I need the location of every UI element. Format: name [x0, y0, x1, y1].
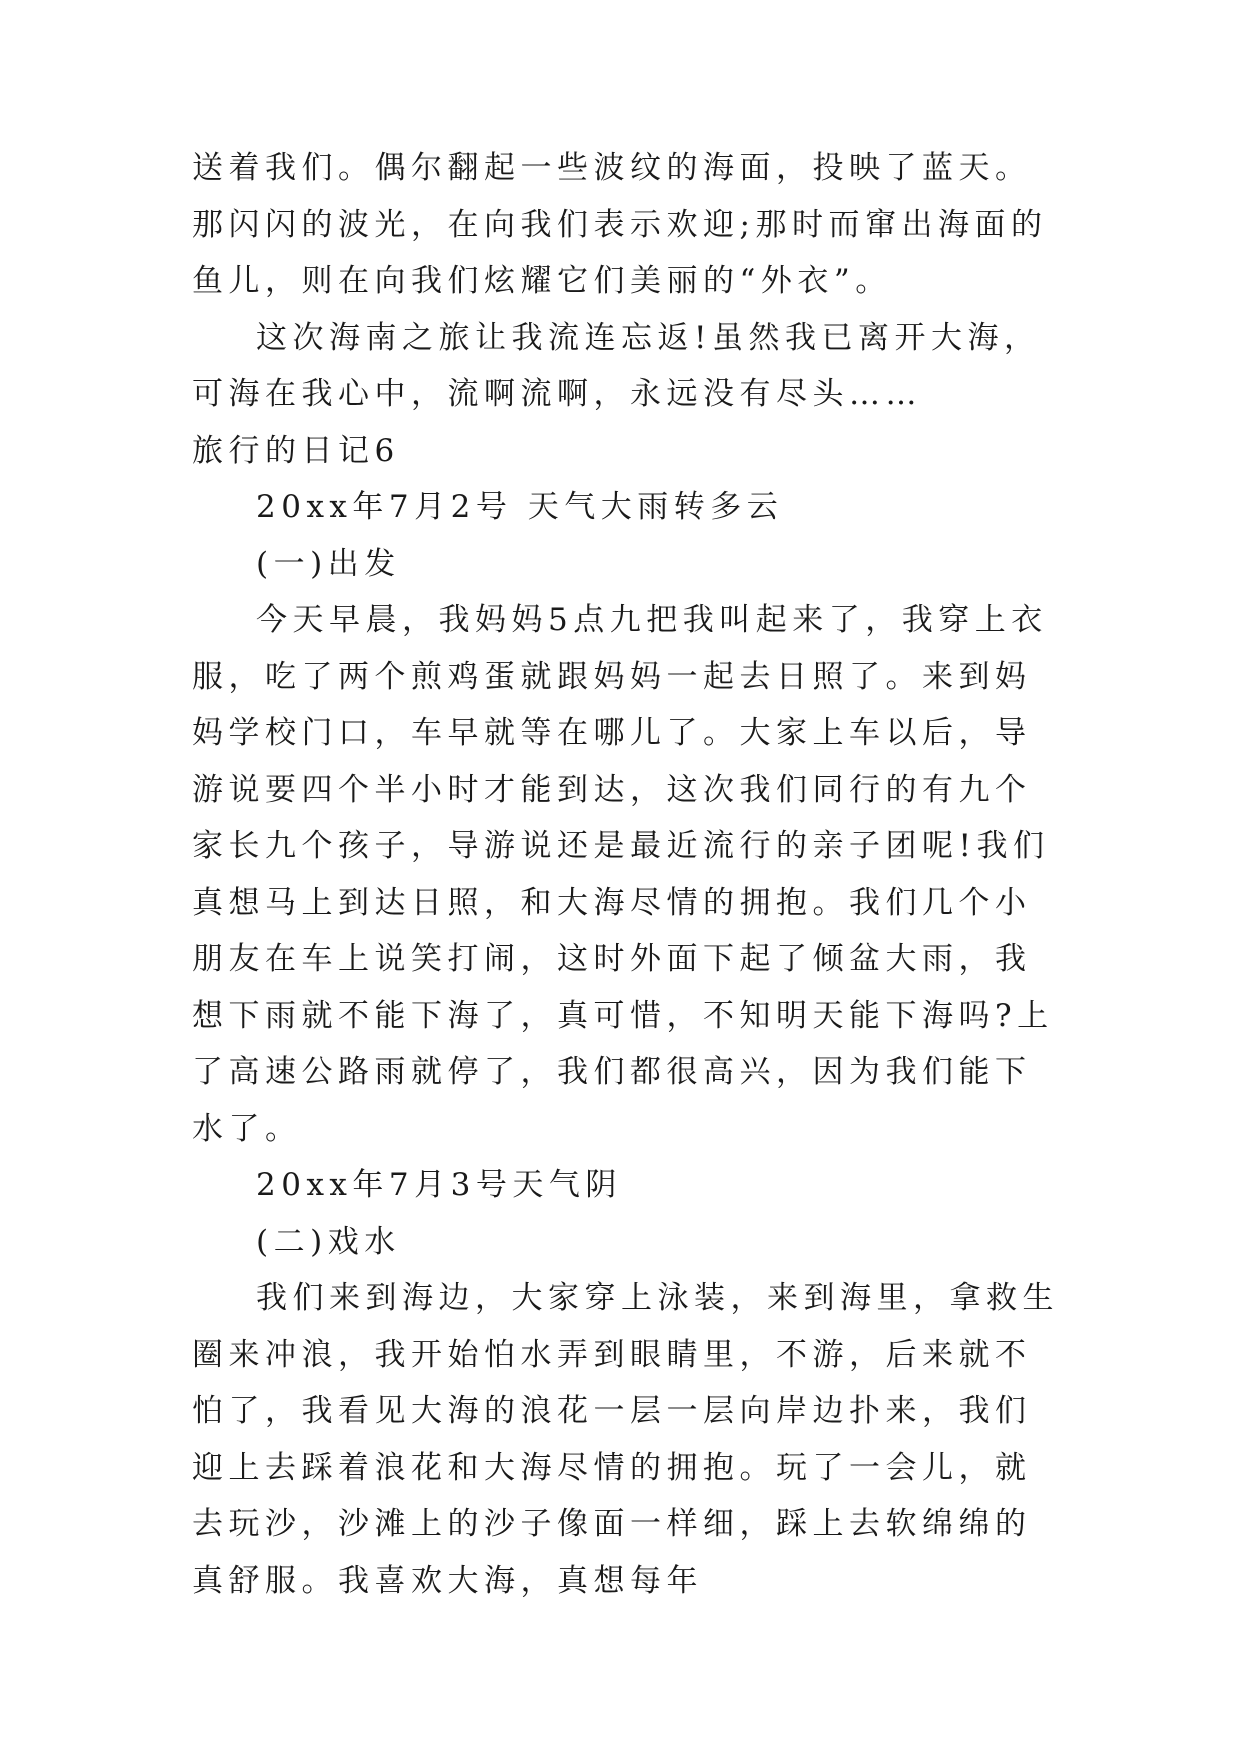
- paragraph-departure: 今天早晨，我妈妈5点九把我叫起来了，我穿上衣服，吃了两个煎鸡蛋就跟妈妈一起去日照了。来到妈妈学校门口，车早就等在哪儿了。大家上车以后，导游说要四个半小时才能到达，这次我们同行的有九个家长九个孩子，导游说还是最近流行的亲子团呢!我们真想马上到达日照，和大海尽情的拥抱。我们几个小朋友在车上说笑打闹，这时外面下起了倾盆大雨，我想下雨就不能下海了，真可惜，不知明天能下海吗?上了高速公路雨就停了，我们都很高兴，因为我们能下水了。: [192, 602, 1054, 1147]
- paragraph-continuation: 送着我们。偶尔翻起一些波纹的海面，投映了蓝天。那闪闪的波光，在向我们表示欢迎;那时而窜出海面的鱼儿，则在向我们炫耀它们美丽的“外衣”。: [192, 150, 1048, 299]
- document-body: [192, 140, 1062, 1609]
- paragraph-beach: 我们来到海边，大家穿上泳装，来到海里，拿救生圈来冲浪，我开始怕水弄到眼睛里，不游，后来就不怕了，我看见大海的浪花一层一层向岸边扑来，我们迎上去踩着浪花和大海尽情的拥抱。玩了一会儿，就去玩沙，沙滩上的沙子像面一样细，踩上去软绵绵的真舒服。我喜欢大海，真想每年: [192, 1280, 1059, 1599]
- section-title: 旅行的日记6: [192, 432, 400, 469]
- diary-date-july-2: 20xx年7月2号 天气大雨转多云: [256, 489, 784, 525]
- subheading-depart: (一)出发: [256, 545, 401, 582]
- subheading-play-water: (二)戏水: [256, 1223, 401, 1260]
- paragraph-hainan-ending: 这次海南之旅让我流连忘返!虽然我已离开大海，可海在我心中，流啊流啊，永远没有尽头……: [192, 319, 1041, 412]
- diary-date-july-3: 20xx年7月3号天气阴: [256, 1167, 622, 1203]
